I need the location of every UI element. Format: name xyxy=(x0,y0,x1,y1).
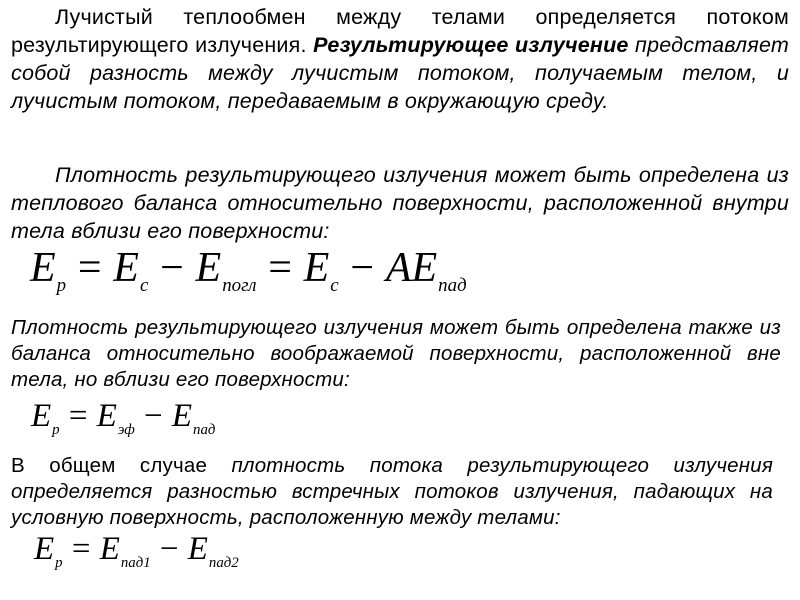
formula-internal-balance xyxy=(30,244,467,297)
formula2-term: E xyxy=(96,398,117,434)
paragraph-general-case xyxy=(11,453,773,531)
paragraph1-italic-text: представляет собой разность между лучистым потоком, получаемым телом, и лучистым потоком, передаваемым в окружающую среду. xyxy=(11,33,789,113)
formula1-term: E xyxy=(195,245,222,291)
paragraph2-italic-text: Плотность результирующего излучения может быть определена из теплового баланса относительно поверхности, расположенной внутри тела вблизи его поверхности: xyxy=(11,163,789,243)
formula1-operator: − xyxy=(350,245,375,291)
formula1-term: E xyxy=(113,245,139,291)
formula2-operator: − xyxy=(143,398,163,434)
formula1-subscript: погл xyxy=(222,275,257,297)
paragraph3-italic-text: Плотность результирующего излучения может быть определена также из баланса относительно воображаемой поверхности, расположенной вне тела, но вблизи его поверхности: xyxy=(11,316,781,391)
formula3-term: E xyxy=(34,531,55,567)
paragraph-external-balance xyxy=(11,315,781,393)
paragraph-internal-balance xyxy=(11,161,789,245)
formula3-subscript: р xyxy=(55,555,63,572)
formula1-operator: − xyxy=(160,245,184,291)
formula1-subscript: с xyxy=(139,275,149,297)
paragraph-definition xyxy=(11,3,789,115)
paragraph4-italic-text: плотность потока результирующего излучения определяется разностью встречных потоков излучения, падающих на условную поверхность, расположенную между телами: xyxy=(11,454,773,529)
formula2-subscript: эф xyxy=(117,422,135,439)
formula3-term: E xyxy=(99,531,120,567)
paragraph4-normal-text: В общем случае xyxy=(11,454,232,477)
formula3-operator: − xyxy=(159,531,179,567)
formula-between-bodies xyxy=(34,531,239,572)
formula1-subscript: р xyxy=(56,275,67,297)
formula-external-balance xyxy=(31,398,216,439)
paragraph1-normal-text: Лучистый теплообмен между телами определяется потоком результирующего излучения. xyxy=(11,5,789,57)
formula1-term: E xyxy=(303,245,330,291)
formula3-term: E xyxy=(187,531,208,567)
formula2-term: E xyxy=(171,398,193,434)
formula3-subscript: пад1 xyxy=(120,555,151,572)
formula1-subscript: пад xyxy=(438,275,467,297)
formula2-subscript: р xyxy=(52,422,60,439)
paragraph1-bold-term: Результирующее излучение xyxy=(313,33,629,57)
formula1-operator: = xyxy=(77,245,102,291)
formula1-term: E xyxy=(30,245,56,291)
formula1-subscript: с xyxy=(330,275,339,297)
formula2-term: E xyxy=(31,398,52,434)
formula1-term: AE xyxy=(385,245,438,291)
formula1-operator: = xyxy=(268,245,292,291)
formula3-operator: = xyxy=(71,531,91,567)
formula2-operator: = xyxy=(68,398,88,434)
formula3-subscript: пад2 xyxy=(208,555,239,572)
formula2-subscript: пад xyxy=(193,422,216,439)
